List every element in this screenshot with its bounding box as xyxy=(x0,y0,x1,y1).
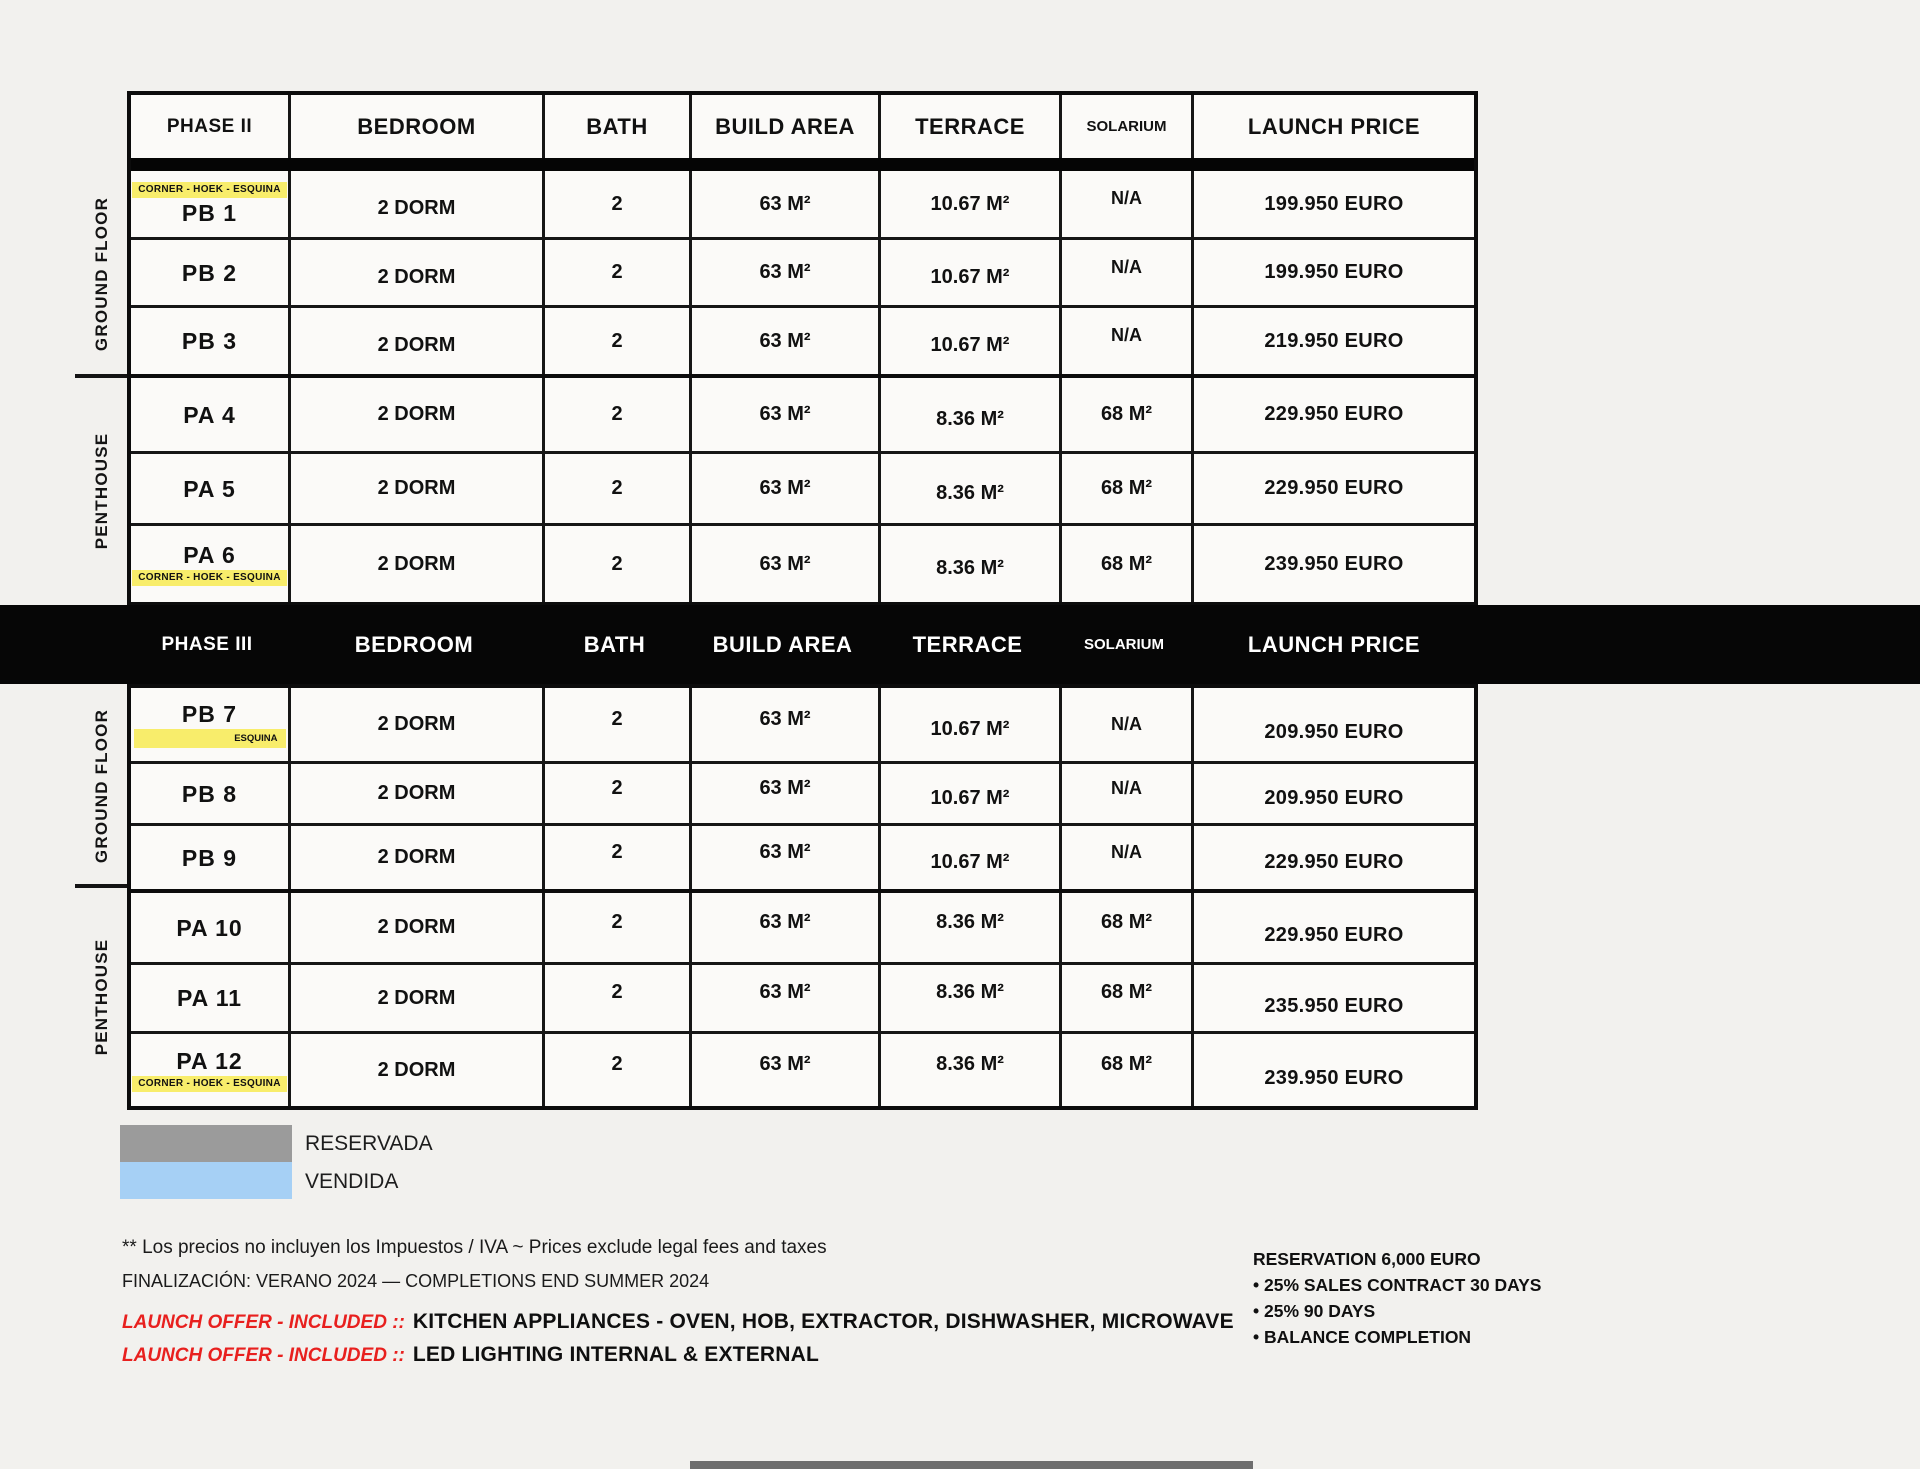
price-cell: 209.950 EURO xyxy=(1264,786,1404,809)
terrace-cell: 10.67 M² xyxy=(881,240,1062,305)
build-area-cell: 63 M² xyxy=(692,688,881,761)
unit-cell xyxy=(131,454,291,523)
corner-badge: CORNER - HOEK - ESQUINA xyxy=(132,1076,286,1092)
solarium-cell: 68 M² xyxy=(1062,526,1194,602)
bath-cell: 2 xyxy=(545,688,692,761)
table-row-pb3 xyxy=(131,308,1474,378)
bedroom-cell: 2 DORM xyxy=(291,308,545,374)
payment-terms-block xyxy=(1253,1246,1541,1350)
floor-label-ground-phase3: GROUND FLOOR xyxy=(92,708,111,864)
unit-cell xyxy=(131,893,291,962)
table-row-pb8 xyxy=(131,764,1474,826)
unit-label: PA 12 xyxy=(176,1048,243,1074)
bath-cell: 2 xyxy=(545,1034,692,1106)
bath-cell: 2 xyxy=(545,308,692,374)
unit-label: PA 10 xyxy=(176,914,243,941)
unit-cell xyxy=(131,526,291,602)
payment-term-item: • 25% SALES CONTRACT 30 DAYS xyxy=(1253,1275,1542,1295)
terrace-cell: 10.67 M² xyxy=(881,171,1062,237)
terrace-cell: 8.36 M² xyxy=(881,454,1062,523)
column-header-launch-price: LAUNCH PRICE xyxy=(1247,631,1421,657)
bedroom-cell: 2 DORM xyxy=(291,688,545,761)
tax-disclaimer-note: ** Los precios no incluyen los Impuestos / IVA ~ Prices exclude legal fees and taxes xyxy=(122,1237,827,1258)
unit-cell xyxy=(131,688,291,761)
bath-cell: 2 xyxy=(545,826,692,889)
launch-offer-text: LED LIGHTING INTERNAL & EXTERNAL xyxy=(412,1343,820,1366)
build-area-cell: 63 M² xyxy=(692,764,881,823)
bedroom-cell: 2 DORM xyxy=(291,378,545,451)
table-row-pa5 xyxy=(131,454,1474,526)
bath-cell: 2 xyxy=(545,454,692,523)
solarium-cell: 68 M² xyxy=(1062,965,1194,1031)
column-header-phase3: PHASE III xyxy=(161,633,253,655)
unit-label: PB 1 xyxy=(181,200,238,226)
table-row-pa10 xyxy=(131,893,1474,965)
price-cell: 219.950 EURO xyxy=(1264,329,1404,352)
bath-cell: 2 xyxy=(545,764,692,823)
unit-cell xyxy=(131,171,291,237)
phase2-header-row xyxy=(131,95,1474,171)
build-area-cell: 63 M² xyxy=(692,893,881,962)
legend-swatch-reserved xyxy=(120,1125,292,1162)
terrace-cell: 10.67 M² xyxy=(881,308,1062,374)
bath-cell: 2 xyxy=(545,171,692,237)
bedroom-cell: 2 DORM xyxy=(291,526,545,602)
floor-label-penthouse-phase3: PENTHOUSE xyxy=(92,938,111,1056)
unit-cell xyxy=(131,826,291,889)
unit-label: PB 7 xyxy=(181,701,238,727)
bath-cell: 2 xyxy=(545,378,692,451)
solarium-cell: 68 M² xyxy=(1062,1034,1194,1106)
price-cell: 239.950 EURO xyxy=(1264,552,1404,575)
unit-label: PA 4 xyxy=(183,401,236,428)
payment-term-item: • 25% 90 DAYS xyxy=(1253,1301,1376,1321)
bedroom-cell: 2 DORM xyxy=(291,764,545,823)
bath-cell: 2 xyxy=(545,526,692,602)
table-row-pa4 xyxy=(131,378,1474,454)
unit-cell xyxy=(131,965,291,1031)
launch-offer-prefix: LAUNCH OFFER - INCLUDED :: xyxy=(122,1312,405,1333)
build-area-cell: 63 M² xyxy=(692,240,881,305)
unit-cell xyxy=(131,764,291,823)
floor-divider-line xyxy=(75,884,127,888)
column-header-bedroom: BEDROOM xyxy=(291,95,545,158)
bath-cell: 2 xyxy=(545,965,692,1031)
column-header-terrace: TERRACE xyxy=(881,95,1062,158)
solarium-cell: N/A xyxy=(1062,171,1194,237)
phase3-header-row xyxy=(127,605,1478,684)
corner-badge: ESQUINA xyxy=(134,729,286,748)
table-row-pa12 xyxy=(131,1034,1474,1106)
column-header-bath: BATH xyxy=(545,95,692,158)
unit-label: PB 9 xyxy=(181,844,238,871)
column-header-solarium: SOLARIUM xyxy=(1084,636,1164,653)
floor-label-penthouse-phase2: PENTHOUSE xyxy=(92,432,111,550)
build-area-cell: 63 M² xyxy=(692,308,881,374)
price-cell: 239.950 EURO xyxy=(1264,1066,1404,1089)
build-area-cell: 63 M² xyxy=(692,171,881,237)
floor-divider-line xyxy=(75,374,127,378)
column-header-bedroom: BEDROOM xyxy=(354,631,474,657)
unit-cell xyxy=(131,308,291,374)
price-cell: 199.950 EURO xyxy=(1264,261,1404,283)
solarium-cell: N/A xyxy=(1062,764,1194,823)
price-cell: 229.950 EURO xyxy=(1264,924,1404,946)
build-area-cell: 63 M² xyxy=(692,454,881,523)
unit-label: PA 6 xyxy=(183,542,236,568)
launch-offer-text: KITCHEN APPLIANCES - OVEN, HOB, EXTRACTOR, DISHWASHER, MICROWAVE xyxy=(412,1310,1234,1333)
scan-artifact-bar xyxy=(690,1461,1253,1469)
launch-offer-prefix: LAUNCH OFFER - INCLUDED :: xyxy=(122,1345,405,1366)
price-table-phase3 xyxy=(127,684,1478,1110)
payment-term-item: • BALANCE COMPLETION xyxy=(1253,1327,1472,1347)
corner-badge: CORNER - HOEK - ESQUINA xyxy=(132,570,286,586)
bedroom-cell: 2 DORM xyxy=(291,965,545,1031)
legend-label-sold: VENDIDA xyxy=(305,1170,399,1193)
bath-cell: 2 xyxy=(545,893,692,962)
corner-badge: CORNER - HOEK - ESQUINA xyxy=(132,182,286,198)
price-cell: 229.950 EURO xyxy=(1264,850,1404,873)
table-row-pb7 xyxy=(131,688,1474,764)
unit-cell xyxy=(131,240,291,305)
terrace-cell: 8.36 M² xyxy=(881,965,1062,1031)
solarium-cell: 68 M² xyxy=(1062,378,1194,451)
table-row-pb9 xyxy=(131,826,1474,893)
table-row-pa11 xyxy=(131,965,1474,1034)
unit-label: PA 11 xyxy=(176,985,243,1011)
build-area-cell: 63 M² xyxy=(692,826,881,889)
column-header-bath: BATH xyxy=(583,631,646,657)
bedroom-cell: 2 DORM xyxy=(291,240,545,305)
bedroom-cell: 2 DORM xyxy=(291,893,545,962)
build-area-cell: 63 M² xyxy=(692,965,881,1031)
launch-offer-line-2 xyxy=(122,1343,819,1367)
table-row-pa6 xyxy=(131,526,1474,602)
table-row-pb1 xyxy=(131,171,1474,240)
reservation-amount: RESERVATION 6,000 EURO xyxy=(1253,1249,1481,1269)
solarium-cell: N/A xyxy=(1062,308,1194,374)
terrace-cell: 10.67 M² xyxy=(881,764,1062,823)
terrace-cell: 8.36 M² xyxy=(881,893,1062,962)
terrace-cell: 10.67 M² xyxy=(881,688,1062,761)
column-header-launch-price: LAUNCH PRICE xyxy=(1247,113,1421,139)
table-row-pb2 xyxy=(131,240,1474,308)
solarium-cell: N/A xyxy=(1062,688,1194,761)
solarium-cell: N/A xyxy=(1062,826,1194,889)
price-table-phase2 xyxy=(127,91,1478,606)
terrace-cell: 8.36 M² xyxy=(881,378,1062,451)
column-header-build-area: BUILD AREA xyxy=(692,95,881,158)
price-cell: 199.950 EURO xyxy=(1264,192,1404,215)
bedroom-cell: 2 DORM xyxy=(291,1034,545,1106)
column-header-solarium: SOLARIUM xyxy=(1062,95,1194,158)
build-area-cell: 63 M² xyxy=(692,526,881,602)
column-header-build-area: BUILD AREA xyxy=(712,631,853,657)
terrace-cell: 8.36 M² xyxy=(881,1034,1062,1106)
column-header-terrace: TERRACE xyxy=(912,631,1023,657)
legend-label-reserved: RESERVADA xyxy=(305,1132,433,1155)
build-area-cell: 63 M² xyxy=(692,378,881,451)
unit-label: PB 3 xyxy=(181,328,238,354)
bedroom-cell: 2 DORM xyxy=(291,171,545,237)
solarium-cell: 68 M² xyxy=(1062,454,1194,523)
unit-cell xyxy=(131,1034,291,1106)
price-cell: 209.950 EURO xyxy=(1264,721,1404,743)
bedroom-cell: 2 DORM xyxy=(291,454,545,523)
legend-swatch-sold xyxy=(120,1162,292,1199)
price-cell: 229.950 EURO xyxy=(1264,403,1404,425)
unit-cell xyxy=(131,378,291,451)
terrace-cell: 8.36 M² xyxy=(881,526,1062,602)
price-cell: 229.950 EURO xyxy=(1264,477,1404,499)
solarium-cell: N/A xyxy=(1062,240,1194,305)
launch-offer-line-1 xyxy=(122,1310,1234,1334)
build-area-cell: 63 M² xyxy=(692,1034,881,1106)
terrace-cell: 10.67 M² xyxy=(881,826,1062,889)
bath-cell: 2 xyxy=(545,240,692,305)
price-cell: 235.950 EURO xyxy=(1264,994,1404,1017)
completion-date-note: FINALIZACIÓN: VERANO 2024 — COMPLETIONS END SUMMER 2024 xyxy=(122,1271,710,1291)
bedroom-cell: 2 DORM xyxy=(291,826,545,889)
solarium-cell: 68 M² xyxy=(1062,893,1194,962)
column-header-phase2: PHASE II xyxy=(131,95,291,158)
phase3-header-band xyxy=(0,605,1920,684)
unit-label: PB 2 xyxy=(181,259,238,286)
unit-label: PA 5 xyxy=(183,475,236,502)
floor-label-ground-phase2: GROUND FLOOR xyxy=(92,196,111,352)
unit-label: PB 8 xyxy=(181,780,238,807)
